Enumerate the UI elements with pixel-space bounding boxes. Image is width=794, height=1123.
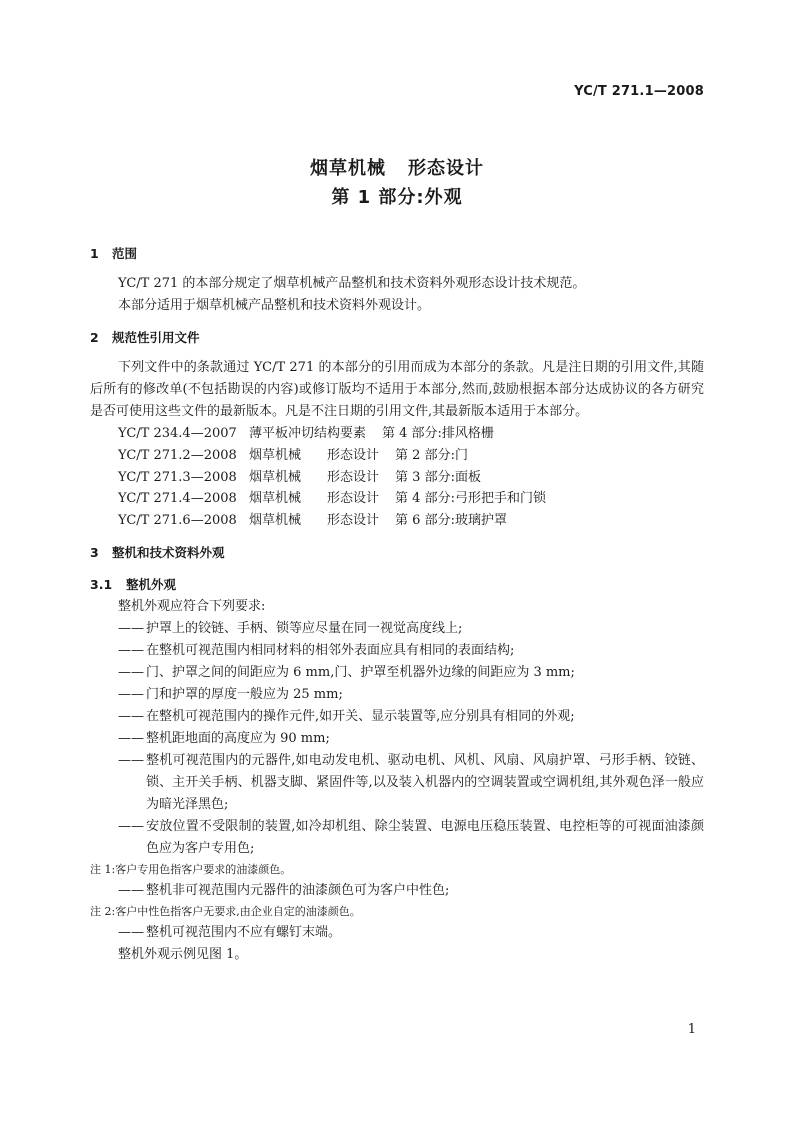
document-code: YC/T 271.1—2008 [574,84,704,99]
section-number: 1 [90,246,99,261]
paragraph: 整机外观示例见图 1。 [118,946,248,962]
list-item: —— 安放位置不受限制的装置,如冷却机组、除尘装置、电源电压稳压装置、电控柜等的可视面油漆颜色应为客户专用色; [118,818,704,856]
document-body [90,243,704,966]
reference-item: YC/T 271.2—2008 烟草机械 形态设计 第 2 部分:门 [118,447,468,463]
section-title: 范围 [112,246,138,261]
title-part-a: 烟草机械 [310,158,386,179]
section-heading-2 [90,327,704,349]
section-title: 规范性引用文件 [112,330,200,345]
note: 注 1:客户专用色指客户要求的油漆颜色。 [90,862,292,876]
page-number: 1 [687,1022,696,1037]
paragraph: 本部分适用于烟草机械产品整机和技术资料外观设计。 [118,298,431,313]
subsection-title: 整机外观 [126,576,177,592]
list-item: —— 整机可视范围内的元器件,如电动发电机、驱动电机、风机、风扇、风扇护罩、弓形手柄、铰链、锁、主开关手柄、机器支脚、紧固件等,以及装入机器内的空调装置或空调机组,其外观色泽一般应为暗光泽黑色; [118,752,704,812]
title-part-b: 形态设计 [408,158,484,179]
list-item: —— 在整机可视范围内相同材料的相邻外表面应具有相同的表面结构; [118,642,515,658]
list-item: —— 护罩上的铰链、手柄、锁等应尽量在同一视觉高度线上; [118,620,463,636]
section-number: 2 [90,330,99,345]
reference-item: YC/T 234.4—2007 薄平板冲切结构要素 第 4 部分:排风格栅 [118,426,494,441]
section-title: 整机和技术资料外观 [112,544,225,560]
document-title [0,154,794,180]
list-item: —— 在整机可视范围内的操作元件,如开关、显示装置等,应分别具有相同的外观; [118,708,575,724]
note: 注 2:客户中性色指客户无要求,由企业自定的油漆颜色。 [90,904,361,918]
list-item: —— 门和护罩的厚度一般应为 25 mm; [118,686,343,702]
list-item: —— 整机非可视范围内元器件的油漆颜色可为客户中性色; [118,882,450,898]
subsection-number: 3.1 [90,576,113,592]
document-subtitle: 第 1 部分:外观 [331,187,463,208]
section-heading-3 [90,542,704,564]
paragraph: YC/T 271 的本部分规定了烟草机械产品整机和技术资料外观形态设计技术规范。 [118,276,586,291]
paragraph: 下列文件中的条款通过 YC/T 271 的本部分的引用而成为本部分的条款。凡是注日期的引用文件,其随后所有的修改单(不包括勘误的内容)或修订版均不适用于本部分,然而,鼓励根据本部分达成协议的各方研究是否可使用这些文件的最新版本。凡是不注日期的引用文件,其最新版本适用于本部分。 [90,360,704,419]
section-heading-1 [90,243,704,265]
list-item: —— 整机距地面的高度应为 90 mm; [118,730,330,746]
paragraph: 整机外观应符合下列要求: [118,598,266,614]
reference-item: YC/T 271.3—2008 烟草机械 形态设计 第 3 部分:面板 [118,469,481,485]
section-number: 3 [90,544,99,560]
subsection-heading-3-1 [90,574,704,596]
list-item: —— 门、护罩之间的间距应为 6 mm,门、护罩至机器外边缘的间距应为 3 mm; [118,664,575,680]
reference-item: YC/T 271.6—2008 烟草机械 形态设计 第 6 部分:玻璃护罩 [118,513,507,529]
reference-item: YC/T 271.4—2008 烟草机械 形态设计 第 4 部分:弓形把手和门锁 [118,491,546,507]
list-item: —— 整机可视范围内不应有螺钉末端。 [118,924,342,940]
